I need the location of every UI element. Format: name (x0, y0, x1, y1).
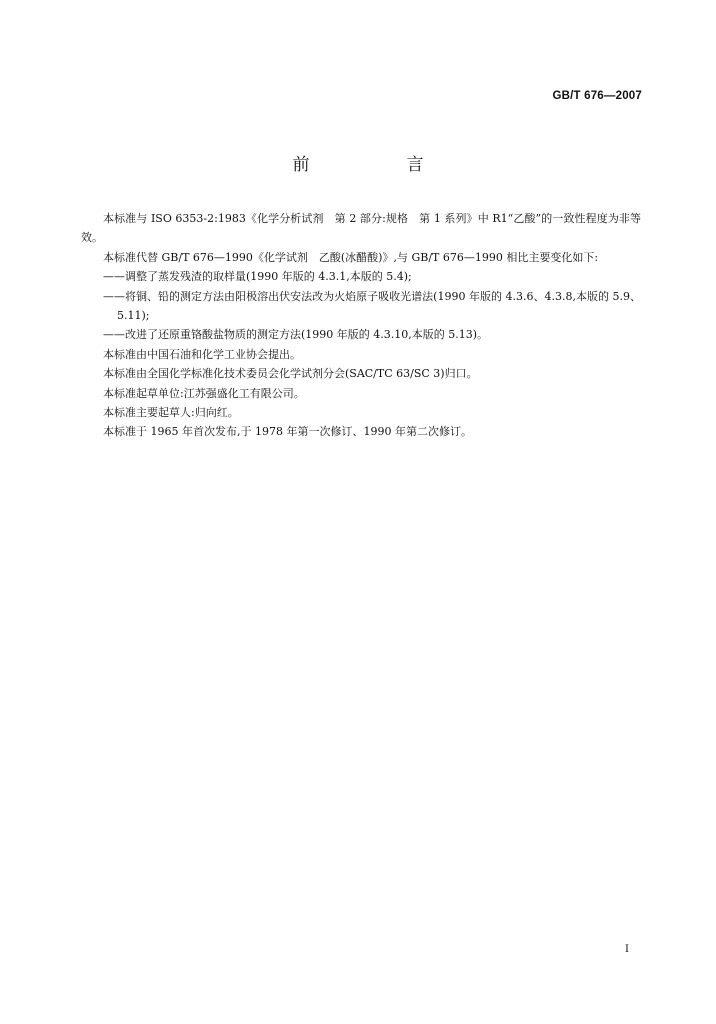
change-item-evaporation: ——调整了蒸发残渣的取样量(1990 年版的 4.3.1,本版的 5.4); (103, 270, 412, 284)
paragraph-consistency: 本标准与 ISO 6353-2:1983《化学分析试剂 第 2 部分:规格 第 1 系列》中 R1“乙酸”的一致性程度为非等效。 (81, 212, 641, 245)
change-item-copper-lead: ——将铜、铅的测定方法由阳极溶出伏安法改为火焰原子吸收光谱法(1990 年版的 4.3.6、4.3.8,本版的 5.9、5.11); (103, 289, 641, 323)
page-title: 前 言 (292, 155, 464, 175)
paragraph-history: 本标准于 1965 年首次发布,于 1978 年第一次修订、1990 年第二次修订。 (103, 425, 472, 439)
page-number: I (625, 944, 629, 955)
foreword-body (81, 209, 641, 442)
paragraph-administered-by: 本标准由全国化学标准化技术委员会化学试剂分会(SAC/TC 63/SC 3)归口。 (103, 367, 478, 381)
paragraph-proposed-by: 本标准由中国石油和化学工业协会提出。 (103, 347, 301, 361)
paragraph-drafting-unit: 本标准起草单位:江苏强盛化工有限公司。 (103, 386, 305, 400)
document-code: GB/T 676—2007 (552, 90, 642, 102)
paragraph-replacement: 本标准代替 GB/T 676—1990《化学试剂 乙酸(冰醋酸)》,与 GB/T 676—1990 相比主要变化如下: (103, 250, 599, 264)
change-item-dichromate: ——改进了还原重铬酸盐物质的测定方法(1990 年版的 4.3.10,本版的 5.13)。 (103, 328, 489, 342)
paragraph-drafter: 本标准主要起草人:归向红。 (103, 406, 239, 420)
